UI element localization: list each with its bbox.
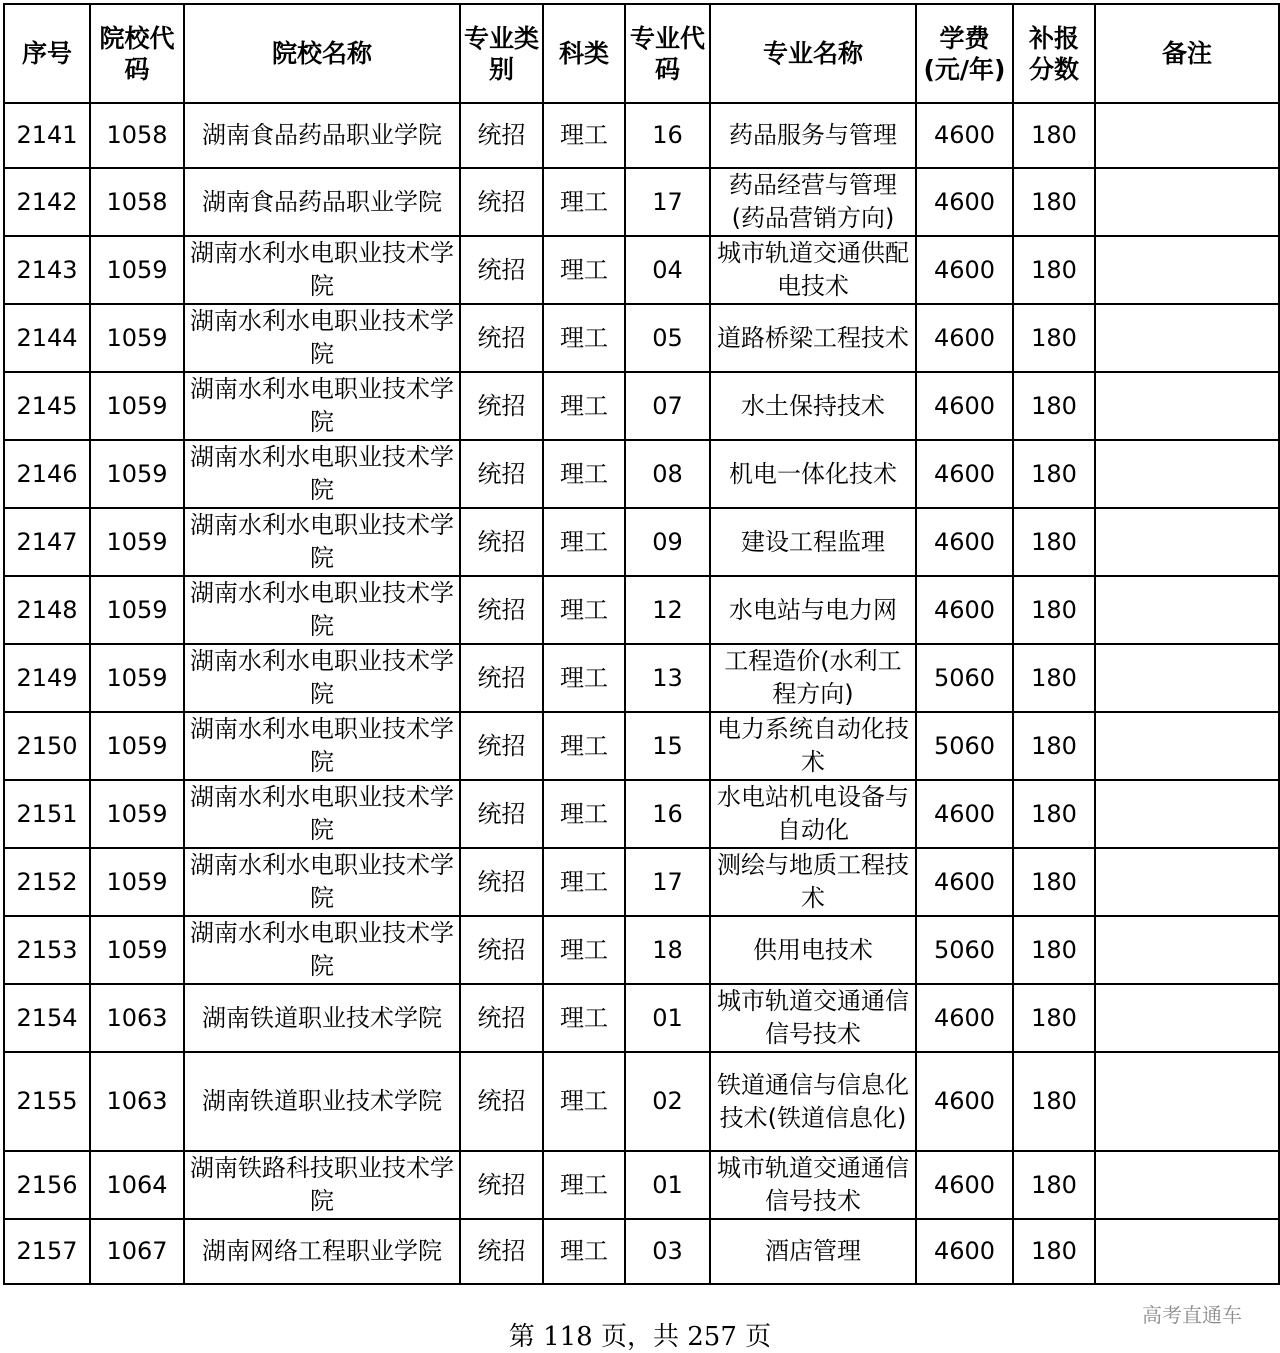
cell-seq: 2143	[4, 236, 90, 304]
cell-school-code: 1059	[90, 644, 184, 712]
cell-note	[1095, 440, 1279, 508]
cell-score: 180	[1013, 508, 1095, 576]
cell-major-name: 药品服务与管理	[710, 103, 916, 168]
header-major-code: 专业代码	[625, 4, 710, 103]
cell-major-name: 测绘与地质工程技术	[710, 848, 916, 916]
cell-fee: 4600	[916, 1219, 1013, 1284]
cell-major-name: 水电站与电力网	[710, 576, 916, 644]
cell-school-code: 1059	[90, 304, 184, 372]
cell-major-name: 城市轨道交通通信信号技术	[710, 1151, 916, 1219]
cell-major-code: 03	[625, 1219, 710, 1284]
cell-major-code: 05	[625, 304, 710, 372]
cell-seq: 2144	[4, 304, 90, 372]
cell-major-type: 统招	[460, 508, 543, 576]
cell-school-name: 湖南铁路科技职业技术学院	[184, 1151, 460, 1219]
cell-note	[1095, 236, 1279, 304]
footer-suffix: 页	[745, 1322, 772, 1352]
cell-seq: 2142	[4, 168, 90, 236]
cell-school-code: 1058	[90, 103, 184, 168]
cell-fee: 4600	[916, 1052, 1013, 1151]
cell-subject: 理工	[543, 372, 625, 440]
footer-prefix: 第	[508, 1322, 535, 1352]
table-row	[4, 236, 1279, 304]
cell-subject: 理工	[543, 576, 625, 644]
cell-major-name: 工程造价(水利工程方向)	[710, 644, 916, 712]
cell-school-code: 1059	[90, 508, 184, 576]
header-major-name: 专业名称	[710, 4, 916, 103]
cell-major-code: 09	[625, 508, 710, 576]
cell-note	[1095, 1052, 1279, 1151]
cell-major-type: 统招	[460, 916, 543, 984]
cell-school-name: 湖南水利水电职业技术学院	[184, 304, 460, 372]
footer-page-number: 118	[543, 1322, 593, 1352]
table-row	[4, 848, 1279, 916]
cell-seq: 2148	[4, 576, 90, 644]
cell-school-name: 湖南铁道职业技术学院	[184, 1052, 460, 1151]
cell-seq: 2157	[4, 1219, 90, 1284]
cell-major-code: 15	[625, 712, 710, 780]
cell-score: 180	[1013, 236, 1095, 304]
cell-major-name: 酒店管理	[710, 1219, 916, 1284]
cell-fee: 5060	[916, 712, 1013, 780]
cell-school-code: 1059	[90, 576, 184, 644]
cell-subject: 理工	[543, 1219, 625, 1284]
header-row	[4, 4, 1279, 103]
cell-score: 180	[1013, 644, 1095, 712]
cell-school-name: 湖南水利水电职业技术学院	[184, 644, 460, 712]
cell-fee: 4600	[916, 168, 1013, 236]
cell-score: 180	[1013, 304, 1095, 372]
cell-fee: 5060	[916, 644, 1013, 712]
cell-score: 180	[1013, 984, 1095, 1052]
cell-seq: 2156	[4, 1151, 90, 1219]
cell-major-name: 铁道通信与信息化技术(铁道信息化)	[710, 1052, 916, 1151]
cell-subject: 理工	[543, 780, 625, 848]
admission-table	[3, 3, 1280, 1285]
cell-major-code: 02	[625, 1052, 710, 1151]
cell-seq: 2145	[4, 372, 90, 440]
cell-major-code: 04	[625, 236, 710, 304]
cell-major-name: 水土保持技术	[710, 372, 916, 440]
cell-seq: 2155	[4, 1052, 90, 1151]
cell-major-code: 16	[625, 103, 710, 168]
cell-subject: 理工	[543, 304, 625, 372]
footer-mid: 页，共	[600, 1322, 679, 1352]
cell-major-type: 统招	[460, 1151, 543, 1219]
table-row	[4, 508, 1279, 576]
cell-note	[1095, 103, 1279, 168]
cell-major-name: 建设工程监理	[710, 508, 916, 576]
cell-school-code: 1063	[90, 1052, 184, 1151]
cell-major-type: 统招	[460, 168, 543, 236]
cell-subject: 理工	[543, 103, 625, 168]
cell-school-code: 1059	[90, 780, 184, 848]
cell-note	[1095, 1219, 1279, 1284]
header-note: 备注	[1095, 4, 1279, 103]
cell-seq: 2150	[4, 712, 90, 780]
cell-major-type: 统招	[460, 984, 543, 1052]
cell-school-code: 1064	[90, 1151, 184, 1219]
cell-major-code: 18	[625, 916, 710, 984]
cell-school-code: 1063	[90, 984, 184, 1052]
cell-score: 180	[1013, 576, 1095, 644]
table-row	[4, 576, 1279, 644]
cell-school-name: 湖南水利水电职业技术学院	[184, 440, 460, 508]
cell-score: 180	[1013, 916, 1095, 984]
cell-score: 180	[1013, 103, 1095, 168]
cell-fee: 4600	[916, 576, 1013, 644]
cell-score: 180	[1013, 1219, 1095, 1284]
cell-fee: 4600	[916, 780, 1013, 848]
cell-major-type: 统招	[460, 848, 543, 916]
cell-subject: 理工	[543, 508, 625, 576]
table-row	[4, 644, 1279, 712]
cell-major-type: 统招	[460, 1219, 543, 1284]
header-school-name: 院校名称	[184, 4, 460, 103]
cell-major-type: 统招	[460, 1052, 543, 1151]
page-footer	[0, 1316, 1280, 1353]
cell-major-type: 统招	[460, 304, 543, 372]
cell-major-name: 药品经营与管理(药品营销方向)	[710, 168, 916, 236]
cell-fee: 4600	[916, 304, 1013, 372]
header-school-code: 院校代码	[90, 4, 184, 103]
table-row	[4, 304, 1279, 372]
table-row	[4, 916, 1279, 984]
cell-fee: 4600	[916, 1151, 1013, 1219]
cell-score: 180	[1013, 1052, 1095, 1151]
cell-subject: 理工	[543, 168, 625, 236]
cell-subject: 理工	[543, 848, 625, 916]
cell-major-name: 电力系统自动化技术	[710, 712, 916, 780]
cell-school-code: 1059	[90, 916, 184, 984]
cell-major-name: 机电一体化技术	[710, 440, 916, 508]
header-major-type: 专业类别	[460, 4, 543, 103]
cell-subject: 理工	[543, 712, 625, 780]
cell-fee: 4600	[916, 508, 1013, 576]
cell-score: 180	[1013, 848, 1095, 916]
table-row	[4, 712, 1279, 780]
cell-seq: 2146	[4, 440, 90, 508]
cell-major-code: 17	[625, 168, 710, 236]
cell-school-code: 1059	[90, 372, 184, 440]
cell-school-code: 1059	[90, 848, 184, 916]
cell-note	[1095, 644, 1279, 712]
cell-subject: 理工	[543, 916, 625, 984]
cell-major-type: 统招	[460, 576, 543, 644]
cell-major-code: 07	[625, 372, 710, 440]
cell-note	[1095, 984, 1279, 1052]
cell-note	[1095, 712, 1279, 780]
table-row	[4, 780, 1279, 848]
cell-major-type: 统招	[460, 644, 543, 712]
cell-note	[1095, 372, 1279, 440]
cell-major-name: 道路桥梁工程技术	[710, 304, 916, 372]
cell-school-name: 湖南水利水电职业技术学院	[184, 848, 460, 916]
cell-fee: 4600	[916, 848, 1013, 916]
cell-major-name: 供用电技术	[710, 916, 916, 984]
header-subject: 科类	[543, 4, 625, 103]
cell-school-name: 湖南水利水电职业技术学院	[184, 780, 460, 848]
cell-major-name: 城市轨道交通供配电技术	[710, 236, 916, 304]
cell-seq: 2141	[4, 103, 90, 168]
cell-note	[1095, 916, 1279, 984]
table-body	[4, 103, 1279, 1284]
cell-seq: 2153	[4, 916, 90, 984]
cell-school-name: 湖南食品药品职业学院	[184, 168, 460, 236]
cell-seq: 2147	[4, 508, 90, 576]
cell-note	[1095, 1151, 1279, 1219]
cell-major-code: 01	[625, 1151, 710, 1219]
cell-fee: 5060	[916, 916, 1013, 984]
cell-seq: 2152	[4, 848, 90, 916]
cell-major-code: 08	[625, 440, 710, 508]
cell-note	[1095, 168, 1279, 236]
table-row	[4, 1151, 1279, 1219]
cell-score: 180	[1013, 712, 1095, 780]
table-row	[4, 1052, 1279, 1151]
cell-subject: 理工	[543, 644, 625, 712]
cell-major-code: 17	[625, 848, 710, 916]
cell-seq: 2154	[4, 984, 90, 1052]
cell-note	[1095, 780, 1279, 848]
cell-major-name: 城市轨道交通通信信号技术	[710, 984, 916, 1052]
cell-school-name: 湖南水利水电职业技术学院	[184, 508, 460, 576]
cell-subject: 理工	[543, 1052, 625, 1151]
table-row	[4, 984, 1279, 1052]
cell-major-type: 统招	[460, 372, 543, 440]
cell-score: 180	[1013, 440, 1095, 508]
cell-fee: 4600	[916, 984, 1013, 1052]
cell-school-name: 湖南水利水电职业技术学院	[184, 712, 460, 780]
table-row	[4, 1219, 1279, 1284]
cell-school-code: 1067	[90, 1219, 184, 1284]
cell-school-name: 湖南食品药品职业学院	[184, 103, 460, 168]
cell-note	[1095, 508, 1279, 576]
cell-major-code: 13	[625, 644, 710, 712]
cell-school-code: 1059	[90, 440, 184, 508]
cell-major-name: 水电站机电设备与自动化	[710, 780, 916, 848]
cell-fee: 4600	[916, 236, 1013, 304]
cell-school-name: 湖南水利水电职业技术学院	[184, 576, 460, 644]
cell-note	[1095, 848, 1279, 916]
table-row	[4, 168, 1279, 236]
footer-total-pages: 257	[687, 1322, 737, 1352]
header-seq: 序号	[4, 4, 90, 103]
cell-major-code: 12	[625, 576, 710, 644]
cell-fee: 4600	[916, 103, 1013, 168]
cell-major-type: 统招	[460, 440, 543, 508]
cell-note	[1095, 576, 1279, 644]
cell-score: 180	[1013, 168, 1095, 236]
cell-major-type: 统招	[460, 712, 543, 780]
table-row	[4, 372, 1279, 440]
cell-major-code: 01	[625, 984, 710, 1052]
table-row	[4, 440, 1279, 508]
cell-score: 180	[1013, 372, 1095, 440]
cell-school-code: 1059	[90, 712, 184, 780]
cell-subject: 理工	[543, 236, 625, 304]
cell-major-type: 统招	[460, 103, 543, 168]
cell-school-code: 1058	[90, 168, 184, 236]
header-score: 补报分数	[1013, 4, 1095, 103]
cell-school-name: 湖南水利水电职业技术学院	[184, 236, 460, 304]
cell-fee: 4600	[916, 440, 1013, 508]
cell-major-type: 统招	[460, 780, 543, 848]
table-row	[4, 103, 1279, 168]
cell-subject: 理工	[543, 1151, 625, 1219]
cell-seq: 2149	[4, 644, 90, 712]
cell-score: 180	[1013, 780, 1095, 848]
cell-seq: 2151	[4, 780, 90, 848]
watermark: 高考直通车	[1142, 1303, 1242, 1327]
cell-major-type: 统招	[460, 236, 543, 304]
cell-school-name: 湖南铁道职业技术学院	[184, 984, 460, 1052]
cell-school-name: 湖南水利水电职业技术学院	[184, 372, 460, 440]
cell-note	[1095, 304, 1279, 372]
cell-subject: 理工	[543, 984, 625, 1052]
cell-school-code: 1059	[90, 236, 184, 304]
cell-fee: 4600	[916, 372, 1013, 440]
cell-school-name: 湖南水利水电职业技术学院	[184, 916, 460, 984]
cell-major-code: 16	[625, 780, 710, 848]
cell-subject: 理工	[543, 440, 625, 508]
cell-score: 180	[1013, 1151, 1095, 1219]
cell-school-name: 湖南网络工程职业学院	[184, 1219, 460, 1284]
header-fee: 学费(元/年)	[916, 4, 1013, 103]
